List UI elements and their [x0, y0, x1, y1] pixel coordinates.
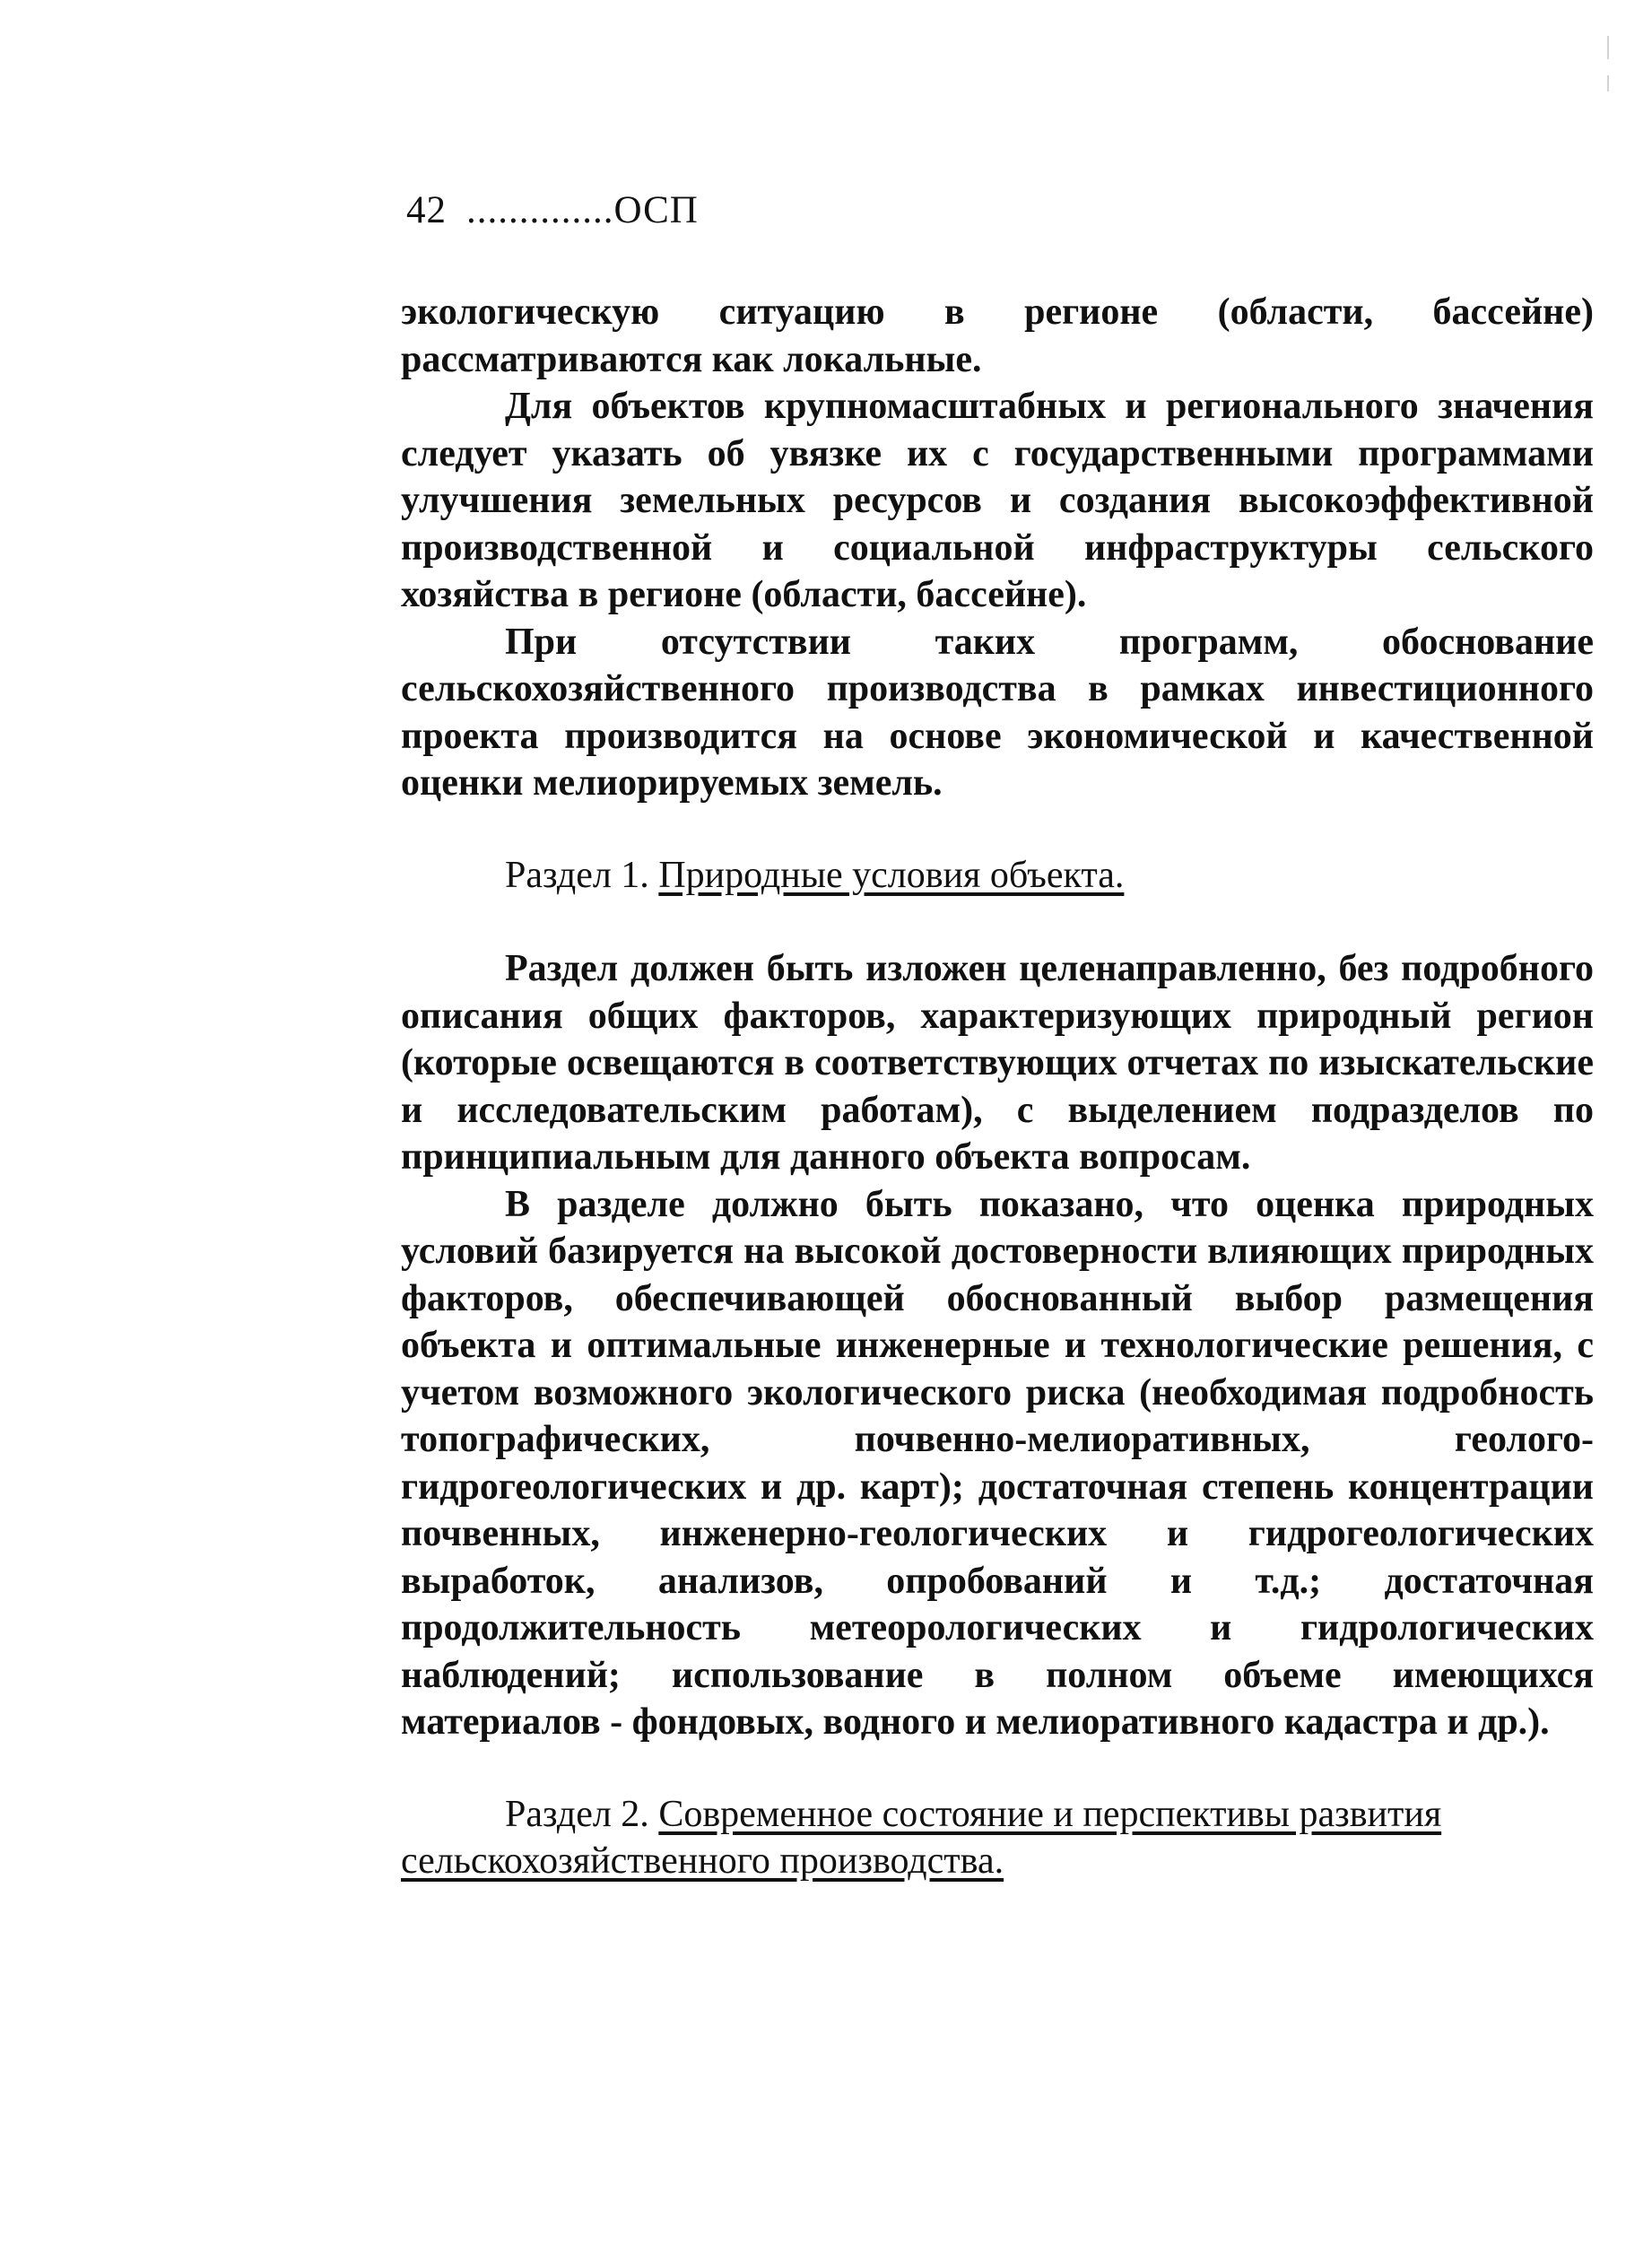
section-heading-2 [401, 1791, 1594, 1885]
scan-artifact-line [1607, 75, 1609, 91]
section-label: Раздел 1. [505, 854, 649, 896]
page-number: 42 [406, 189, 447, 231]
section-heading-1 [401, 852, 1594, 900]
running-title: ..............ОСП [466, 189, 699, 231]
paragraph: Для объектов крупномасштабных и регионального значения следует указать об увязке их с государственными программами улучшения земельных ресурсов и создания высокоэффективной производственной и социальной инфраструктуры сельского хозяйства в регионе (области, бассейне). [401, 386, 1594, 615]
paragraph: В разделе должно быть показано, что оценка природных условий базируется на высокой достоверности влияющих природных факторов, обеспечивающей обоснованный выбор размещения объекта и оптимальные инженерные и технологические решения, с учетом возможного экологического риска (необходимая подробность топографических, почвенно-мелиоративных, геолого-гидрогеологических и др. карт); достаточная степень концентрации почвенных, инженерно-геологических и гидрогеологических выработок, анализов, опробований и т.д.; достаточная продолжительность метеорологических и гидрологических наблюдений; использование в полном объеме имеющихся материалов - фондовых, водного и мелиоративного кадастра и др.). [401, 1183, 1594, 1743]
scan-artifact-line [1607, 36, 1609, 59]
section-title: Современное состояние и перспективы развития сельскохозяйственного производства. [401, 1793, 1442, 1882]
page-header [406, 188, 699, 232]
paragraph-continuation: экологическую ситуацию в регионе (области, бассейне) рассматриваются как локальные. [401, 291, 1594, 380]
document-body [401, 289, 1594, 1885]
paragraph: При отсутствии таких программ, обоснование сельскохозяйственного производства в рамках инвестиционного проекта производится на основе экономической и качественной оценки мелиорируемых земель. [401, 621, 1594, 804]
section-title: Природные условия объекта. [658, 854, 1125, 896]
section-label: Раздел 2. [505, 1793, 649, 1835]
paragraph: Раздел должен быть изложен целенаправленно, без подробного описания общих факторов, характеризующих природный регион (которые освещаются в соответствующих отчетах по изыскательские и исследовательским работам), с выделением подразделов по принципиальным для данного объекта вопросам. [401, 948, 1594, 1178]
